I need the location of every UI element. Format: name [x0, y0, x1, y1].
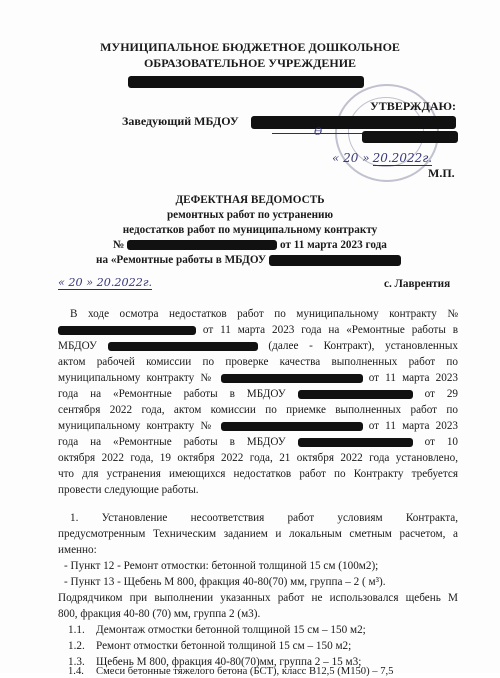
- approval-date-day: « 20 »: [332, 151, 370, 165]
- p2-line3: именно:: [58, 544, 97, 556]
- item-1-1-num: 1.1.: [68, 624, 85, 636]
- p1-line5: [58, 370, 458, 386]
- item-1-2: [68, 638, 351, 654]
- approve-label: УТВЕРЖДАЮ:: [370, 99, 457, 113]
- item-1-3-text: Щебень М 800, фракция 40-80(70)мм, группа 2 – 15 м3;: [96, 656, 362, 668]
- doc-title: ДЕФЕКТНАЯ ВЕДОМОСТЬ: [175, 194, 325, 206]
- contract-date: от 11 марта 2023 года: [280, 239, 387, 251]
- p2-line2: предусмотренным Техническим заданием и локальным сметным расчетом, а: [58, 528, 458, 540]
- redaction-contract-num-4: [221, 422, 363, 431]
- p1-line9b: от 10: [424, 436, 459, 448]
- doc-subtitle-2: недостатков работ по муниципальному контракту: [122, 224, 378, 236]
- place-date-hand: « 20 » 20.2022г.: [58, 276, 153, 289]
- redaction-contract-num-3: [221, 374, 363, 383]
- p1-line5a: муниципальному контракту №: [58, 372, 215, 384]
- p1-line2-text: от 11 марта 2023 года на «Ремонтные работы в: [202, 324, 458, 336]
- doc-subtitle-4: [96, 254, 401, 266]
- p1-line11: что для устранения имеющихся недостатков работ по Контракту требуется: [58, 468, 458, 480]
- p1-line10: октября 2022 года, 19 октября 2022 года, 21 октября 2022 года установлено,: [58, 452, 458, 464]
- p1-line6a: года на «Ремонтные работы в МБДОУ: [58, 388, 286, 400]
- p1-line6b: от 29: [424, 388, 459, 400]
- p2-line1: 1. Установление несоответствия работ условиям Контракта,: [70, 512, 458, 524]
- item-1-1-text: Демонтаж отмостки бетонной толщиной 15 см – 150 м2;: [96, 624, 366, 636]
- doc-subtitle-3: [0, 239, 500, 251]
- seal-label: М.П.: [428, 166, 455, 180]
- p1-line9a: года на «Ремонтные работы в МБДОУ: [58, 436, 286, 448]
- org-header-line1: МУНИЦИПАЛЬНОЕ БЮДЖЕТНОЕ ДОШКОЛЬНОЕ: [100, 40, 400, 54]
- p1-line8b: от 11 марта 2023: [368, 420, 459, 432]
- p1-line7: сентября 2022 года, актом комиссии по приемке выполненных работ по: [58, 404, 458, 416]
- approval-date-rest: 20.2022г.: [372, 151, 433, 165]
- org-header-line2: ОБРАЗОВАТЕЛЬНОЕ УЧРЕЖДЕНИЕ: [143, 56, 357, 70]
- p1-line5b: от 11 марта 2023: [368, 372, 459, 384]
- redaction-dou-3: [298, 390, 413, 399]
- p3-line1: Подрядчиком при выполнении указанных работ не использовался щебень М: [58, 592, 458, 604]
- repair-works-title: на «Ремонтные работы в МБДОУ: [96, 254, 267, 266]
- item-1-2-text: Ремонт отмостки бетонной толщиной 15 см – 150 м2;: [96, 640, 352, 652]
- p2-line5: - Пункт 13 - Щебень М 800, фракция 40-80(70) мм, группа – 2 ( м³).: [64, 576, 386, 588]
- place-date: [58, 276, 152, 289]
- head-title: Заведующий МБДОУ: [122, 114, 239, 128]
- p1-line8a: муниципальному контракту №: [58, 420, 215, 432]
- approval-date: [332, 151, 432, 166]
- item-1-4: [68, 666, 393, 678]
- doc-subtitle-1: ремонтных работ по устранению: [166, 209, 334, 221]
- redaction-dou-name: [269, 255, 401, 266]
- p1-line6: [58, 386, 458, 402]
- contract-number-prefix: №: [113, 239, 125, 251]
- item-1-4-text: Смеси бетонные тяжелого бетона (БСТ), класс В12,5 (М150) – 7,5: [96, 666, 394, 677]
- item-1-3-num: 1.3.: [68, 656, 85, 668]
- redaction-contract-num-2: [58, 326, 196, 335]
- redaction-head-name: [362, 128, 458, 146]
- item-1-2-num: 1.2.: [68, 640, 85, 652]
- item-1-4-num: 1.4.: [68, 666, 84, 677]
- redaction-contract-number: [127, 240, 277, 250]
- item-1-1: [68, 622, 366, 638]
- p2-line4: - Пункт 12 - Ремонт отмостки: бетонной толщиной 15 см (100м2);: [64, 560, 379, 572]
- p1-line9: [58, 434, 458, 450]
- p1-line3b: (далее - Контракт), установленных: [268, 340, 459, 352]
- redaction-org-name: [128, 73, 364, 91]
- redaction-dou-2: [108, 342, 258, 351]
- p1-line2: [58, 322, 458, 338]
- p1-line4: актом рабочей комиссии по проверке качества выполненных работ по: [58, 356, 458, 368]
- place-village: с. Лаврентия: [384, 278, 451, 290]
- p3-line2: 800, фракция 40-80 (70) мм, группа 2 (м3).: [58, 608, 261, 620]
- p1-line1: В ходе осмотра недостатков работ по муниципальному контракту №: [70, 308, 458, 320]
- p1-line3a: МБДОУ: [58, 340, 97, 352]
- p1-line8: [58, 418, 458, 434]
- signature-mark: Ѳ: [314, 127, 323, 138]
- p1-line3: [58, 338, 458, 354]
- redaction-dou-4: [298, 438, 413, 447]
- p1-line12: провести следующие работы.: [58, 484, 199, 496]
